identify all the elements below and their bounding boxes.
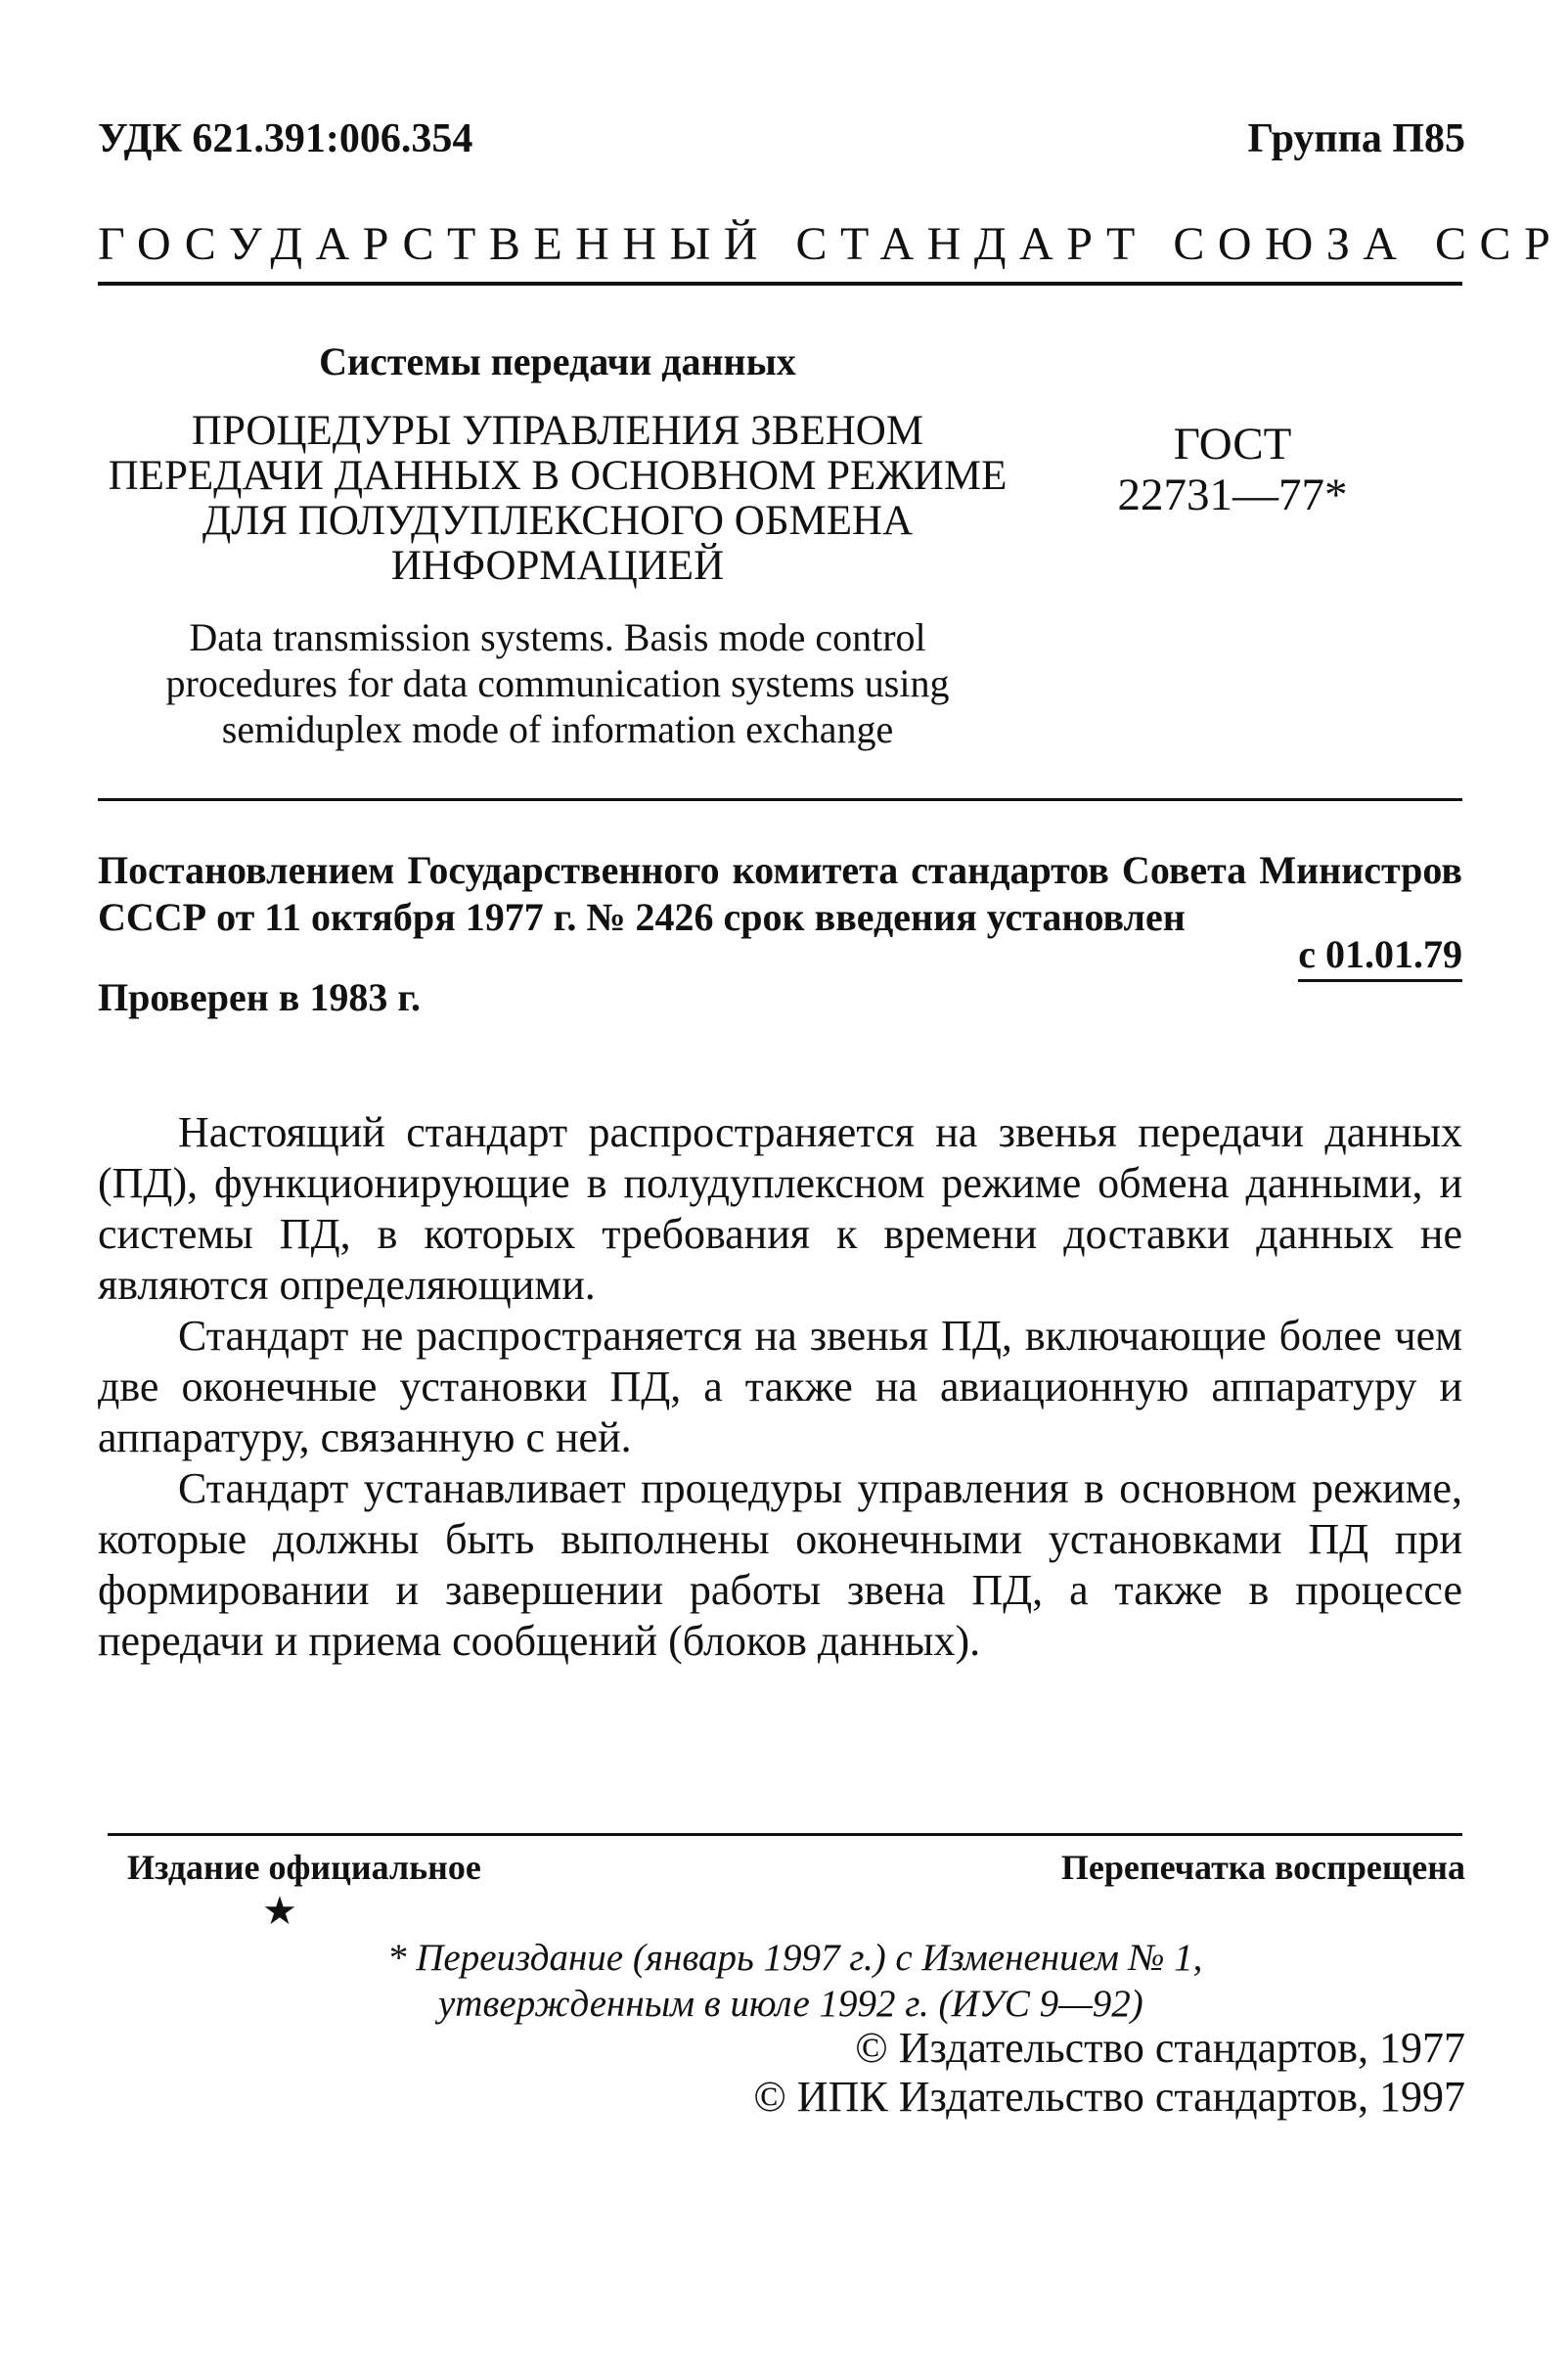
footer-rule (108, 1833, 1462, 1836)
reprint-prohibited: Перепечатка воспрещена (1060, 1848, 1465, 1887)
gost-label: ГОСТ (1173, 419, 1292, 470)
official-edition: Издание официальное (127, 1848, 481, 1887)
body-paragraph: Настоящий стандарт распространяется на звенья передачи данных (ПД), функционирующие в полудуплексном режиме обмена данными, и системы ПД, в которых требования к времени доставки данных не являются определяющими. (98, 1108, 1462, 1309)
state-standard-heading: ГОСУДАРСТВЕННЫЙ СТАНДАРТ СОЮЗА ССР (98, 218, 1564, 270)
subject-heading: Системы передачи данных (319, 339, 796, 383)
title-line: ДЛЯ ПОЛУДУПЛЕКСНОГО ОБМЕНА (202, 498, 914, 544)
document-title (88, 409, 1027, 589)
english-title-line: procedures for data communication systems using (165, 661, 950, 705)
body-paragraph: Стандарт устанавливает процедуры управления в основном режиме, которые должны быть выполнены оконечными установками ПД при формировании и завершении работы звена ПД, а также в процессе передачи и приема сообщений (блоков данных). (98, 1464, 1462, 1665)
title-line: ИНФОРМАЦИЕЙ (390, 543, 725, 589)
middle-rule (98, 798, 1462, 801)
effective-date: с 01.01.79 (1298, 931, 1462, 982)
star-icon: ★ (262, 1889, 297, 1933)
udk-code: УДК 621.391:006.354 (98, 116, 473, 161)
body-paragraph: Стандарт не распространяется на звенья ПД, включающие более чем две оконечные установки ПД, а также на авиационную аппаратуру и аппаратуру, связанную с ней. (98, 1312, 1462, 1461)
gost-designation (1110, 419, 1355, 520)
reissue-line: * Переиздание (январь 1997 г.) с Изменением № 1, (387, 1937, 1203, 1979)
decree-text: Постановлением Государственного комитета стандартов Совета Министров СССР от 11 октября 1977 г. № 2426 срок введения установлен (98, 848, 1462, 939)
title-line: ПЕРЕДАЧИ ДАННЫХ В ОСНОВНОМ РЕЖИМЕ (108, 453, 1008, 499)
top-rule (98, 282, 1462, 286)
title-line: ПРОЦЕДУРЫ УПРАВЛЕНИЯ ЗВЕНОМ (191, 408, 924, 454)
english-title-line: Data transmission systems. Basis mode control (189, 615, 926, 659)
reissue-note (387, 1935, 1202, 2027)
english-title-line: semiduplex mode of information exchange (221, 707, 894, 751)
reissue-line: утвержденным в июле 1992 г. (ИУС 9—92) (438, 1983, 1143, 2025)
copyright-1997: © ИПК Издательство стандартов, 1997 (753, 2073, 1465, 2121)
gost-number: 22731—77* (1117, 470, 1348, 520)
checked-note: Проверен в 1983 г. (98, 975, 422, 1019)
group-code: Группа П85 (1247, 116, 1465, 161)
copyright-1977: © Издательство стандартов, 1977 (855, 2024, 1465, 2072)
english-title (98, 614, 1017, 752)
